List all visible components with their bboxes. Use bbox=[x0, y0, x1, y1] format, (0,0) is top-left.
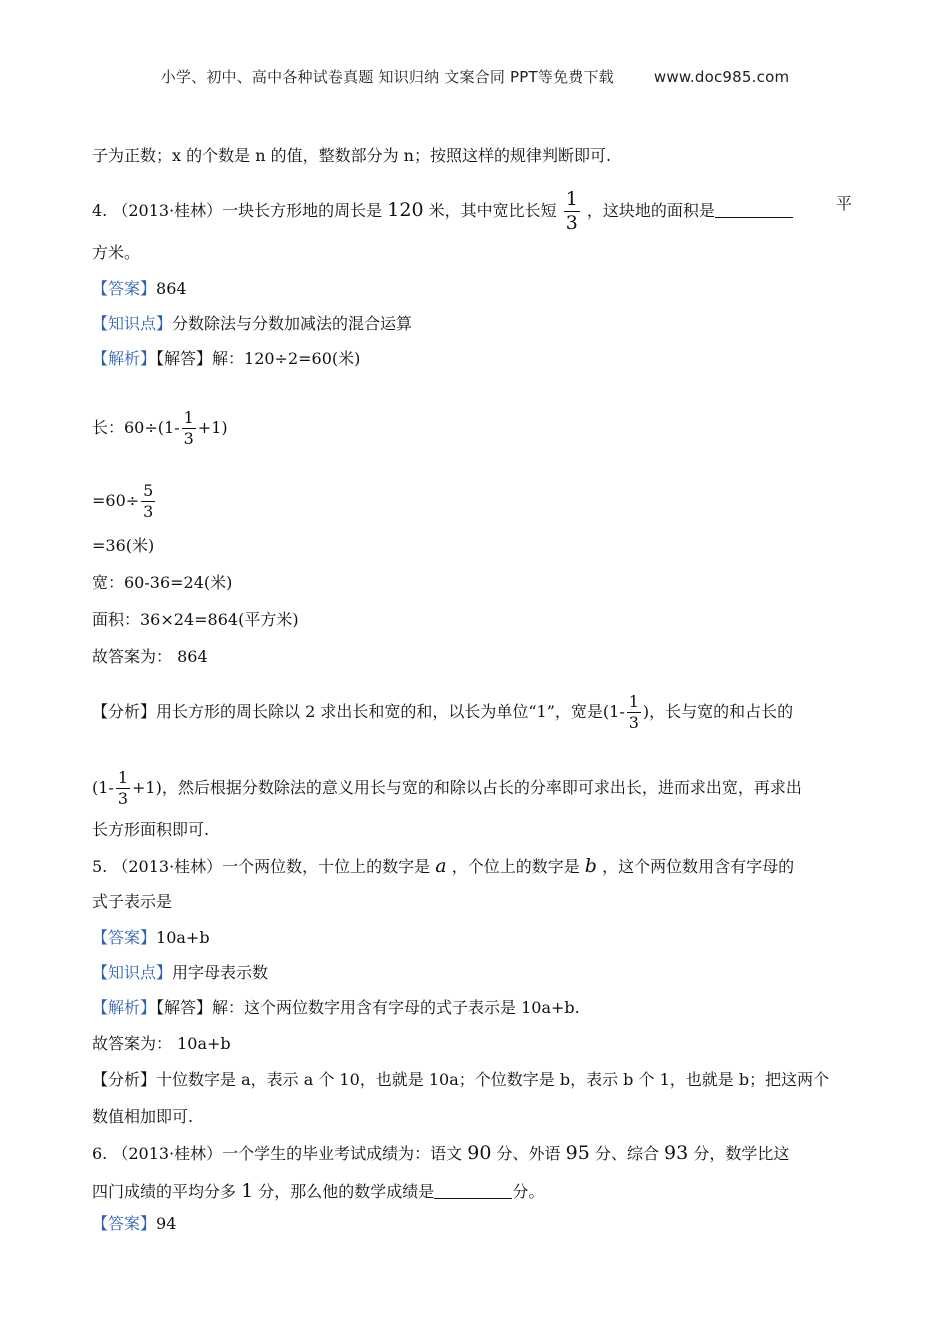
solution-step-length bbox=[92, 410, 228, 447]
question-text: ，这块地的面积是 bbox=[586, 201, 715, 220]
analysis-tag: 【解析】 bbox=[92, 349, 157, 368]
fraction-denominator: 3 bbox=[143, 502, 154, 521]
solution-step-4: 宽：60-36=24(米) bbox=[92, 573, 233, 592]
fraction-numerator: 1 bbox=[183, 408, 194, 427]
answer-blank bbox=[434, 1182, 512, 1199]
analysis-row bbox=[92, 348, 360, 370]
knowledge-text: 用字母表示数 bbox=[172, 963, 269, 982]
answer-row bbox=[92, 278, 187, 300]
question-text: 分。 bbox=[512, 1182, 545, 1201]
analysis-summary-text: )，长与宽的和占长的 bbox=[642, 702, 794, 721]
fraction-denominator: 3 bbox=[628, 713, 639, 732]
question-4-stem bbox=[92, 190, 793, 233]
question-text: （2013·桂林）一个学生的毕业考试成绩为：语文 bbox=[112, 1144, 463, 1163]
question-6-line-2 bbox=[92, 1180, 544, 1203]
score-chinese: 90 bbox=[467, 1142, 492, 1164]
fraction-one-third bbox=[627, 694, 641, 731]
score-foreign-language: 95 bbox=[565, 1142, 590, 1164]
fraction-five-thirds bbox=[141, 483, 155, 520]
score-comprehensive: 93 bbox=[664, 1142, 689, 1164]
question-text: （2013·桂林）一块长方形地的周长是 bbox=[112, 201, 383, 220]
knowledge-text: 分数除法与分数加减法的混合运算 bbox=[172, 314, 413, 333]
analysis-summary-line-2: 数值相加即可. bbox=[92, 1107, 194, 1126]
analysis-summary-line-2 bbox=[92, 770, 802, 807]
analysis-text: 【解答】解：这个两位数字用含有字母的式子表示是 10a+b. bbox=[156, 998, 580, 1017]
question-number: 4. bbox=[92, 201, 108, 220]
fraction-numerator: 5 bbox=[143, 481, 154, 500]
step-text: +1) bbox=[197, 418, 228, 437]
variable-a: a bbox=[435, 855, 447, 877]
question-text: 米，其中宽比长短 bbox=[428, 201, 557, 220]
analysis-summary-text: 【分析】用长方形的周长除以 2 求出长和宽的和，以长为单位“1”，宽是(1- bbox=[92, 702, 625, 721]
question-4-unit-b: 方米。 bbox=[92, 243, 141, 262]
step-text: 长：60÷(1- bbox=[92, 418, 180, 437]
header-text: 小学、初中、高中各种试卷真题 知识归纳 文案合同 PPT等免费下载 bbox=[160, 68, 614, 86]
answer-value: 864 bbox=[156, 279, 187, 298]
answer-row bbox=[92, 1213, 176, 1235]
answer-row bbox=[92, 927, 210, 949]
question-number: 5. bbox=[92, 857, 108, 876]
fraction-denominator: 3 bbox=[117, 789, 129, 808]
fraction-one-third bbox=[182, 410, 196, 447]
answer-tag: 【答案】 bbox=[92, 1214, 157, 1233]
previous-analysis-continuation: 子为正数；x 的个数是 n 的值，整数部分为 n；按照这样的规律判断即可. bbox=[92, 146, 612, 165]
question-text: ，这个两位数用含有字母的 bbox=[602, 857, 795, 876]
answer-tag: 【答案】 bbox=[92, 279, 157, 298]
question-number: 6. bbox=[92, 1144, 108, 1163]
question-4-unit-a: 平 bbox=[836, 194, 853, 213]
question-6-stem bbox=[92, 1142, 789, 1165]
header-site[interactable]: www.doc985.com bbox=[653, 68, 790, 86]
analysis-summary-text: +1)，然后根据分数除法的意义用长与宽的和除以占长的分率即可求出长，进而求出宽，再求出 bbox=[132, 778, 802, 797]
analysis-summary-text: (1- bbox=[92, 778, 114, 797]
analysis-summary-line-1: 【分析】十位数字是 a，表示 a 个 10，也就是 10a；个位数字是 b，表示 b 个 1，也就是 b；把这两个 bbox=[92, 1070, 830, 1089]
knowledge-row bbox=[92, 313, 412, 335]
fraction-one-third bbox=[564, 190, 580, 233]
question-text: 分，数学比这 bbox=[693, 1144, 790, 1163]
question-5-line-2: 式子表示是 bbox=[92, 892, 173, 911]
question-5-stem bbox=[92, 855, 794, 878]
knowledge-tag: 【知识点】 bbox=[92, 314, 173, 333]
question-text: 分、综合 bbox=[594, 1144, 659, 1163]
fraction-numerator: 1 bbox=[628, 692, 639, 711]
page-header bbox=[0, 66, 950, 87]
knowledge-row bbox=[92, 962, 268, 984]
fraction-numerator: 1 bbox=[117, 768, 129, 787]
fraction-numerator: 1 bbox=[565, 188, 578, 210]
perimeter-value: 120 bbox=[387, 199, 424, 221]
difference-value: 1 bbox=[241, 1180, 254, 1202]
step-text: =60÷ bbox=[92, 491, 140, 510]
question-text: 分，那么他的数学成绩是 bbox=[258, 1182, 435, 1201]
analysis-tag: 【解析】 bbox=[92, 998, 157, 1017]
solution-step-5: 面积：36×24=864(平方米) bbox=[92, 610, 299, 629]
fraction-denominator: 3 bbox=[565, 212, 578, 234]
knowledge-tag: 【知识点】 bbox=[92, 963, 173, 982]
answer-blank bbox=[715, 201, 793, 218]
question-text: 分、外语 bbox=[496, 1144, 561, 1163]
fraction-one-third bbox=[116, 770, 130, 807]
solution-step-6: 故答案为： 864 bbox=[92, 647, 208, 666]
analysis-summary-line-3: 长方形面积即可. bbox=[92, 820, 210, 839]
analysis-text: 【解答】解：120÷2=60(米) bbox=[156, 349, 361, 368]
solution-step-2 bbox=[92, 483, 157, 520]
question-text: （2013·桂林）一个两位数，十位上的数字是 bbox=[112, 857, 431, 876]
question-text: 四门成绩的平均分多 bbox=[92, 1182, 237, 1201]
solution-step-3: =36(米) bbox=[92, 536, 155, 555]
final-answer: 故答案为： 10a+b bbox=[92, 1034, 231, 1053]
fraction-denominator: 3 bbox=[183, 429, 194, 448]
variable-b: b bbox=[584, 855, 597, 877]
answer-value: 94 bbox=[156, 1214, 177, 1233]
question-text: ，个位上的数字是 bbox=[451, 857, 580, 876]
analysis-summary-line-1 bbox=[92, 694, 793, 731]
analysis-row bbox=[92, 997, 580, 1019]
answer-tag: 【答案】 bbox=[92, 928, 157, 947]
answer-value: 10a+b bbox=[156, 928, 210, 947]
